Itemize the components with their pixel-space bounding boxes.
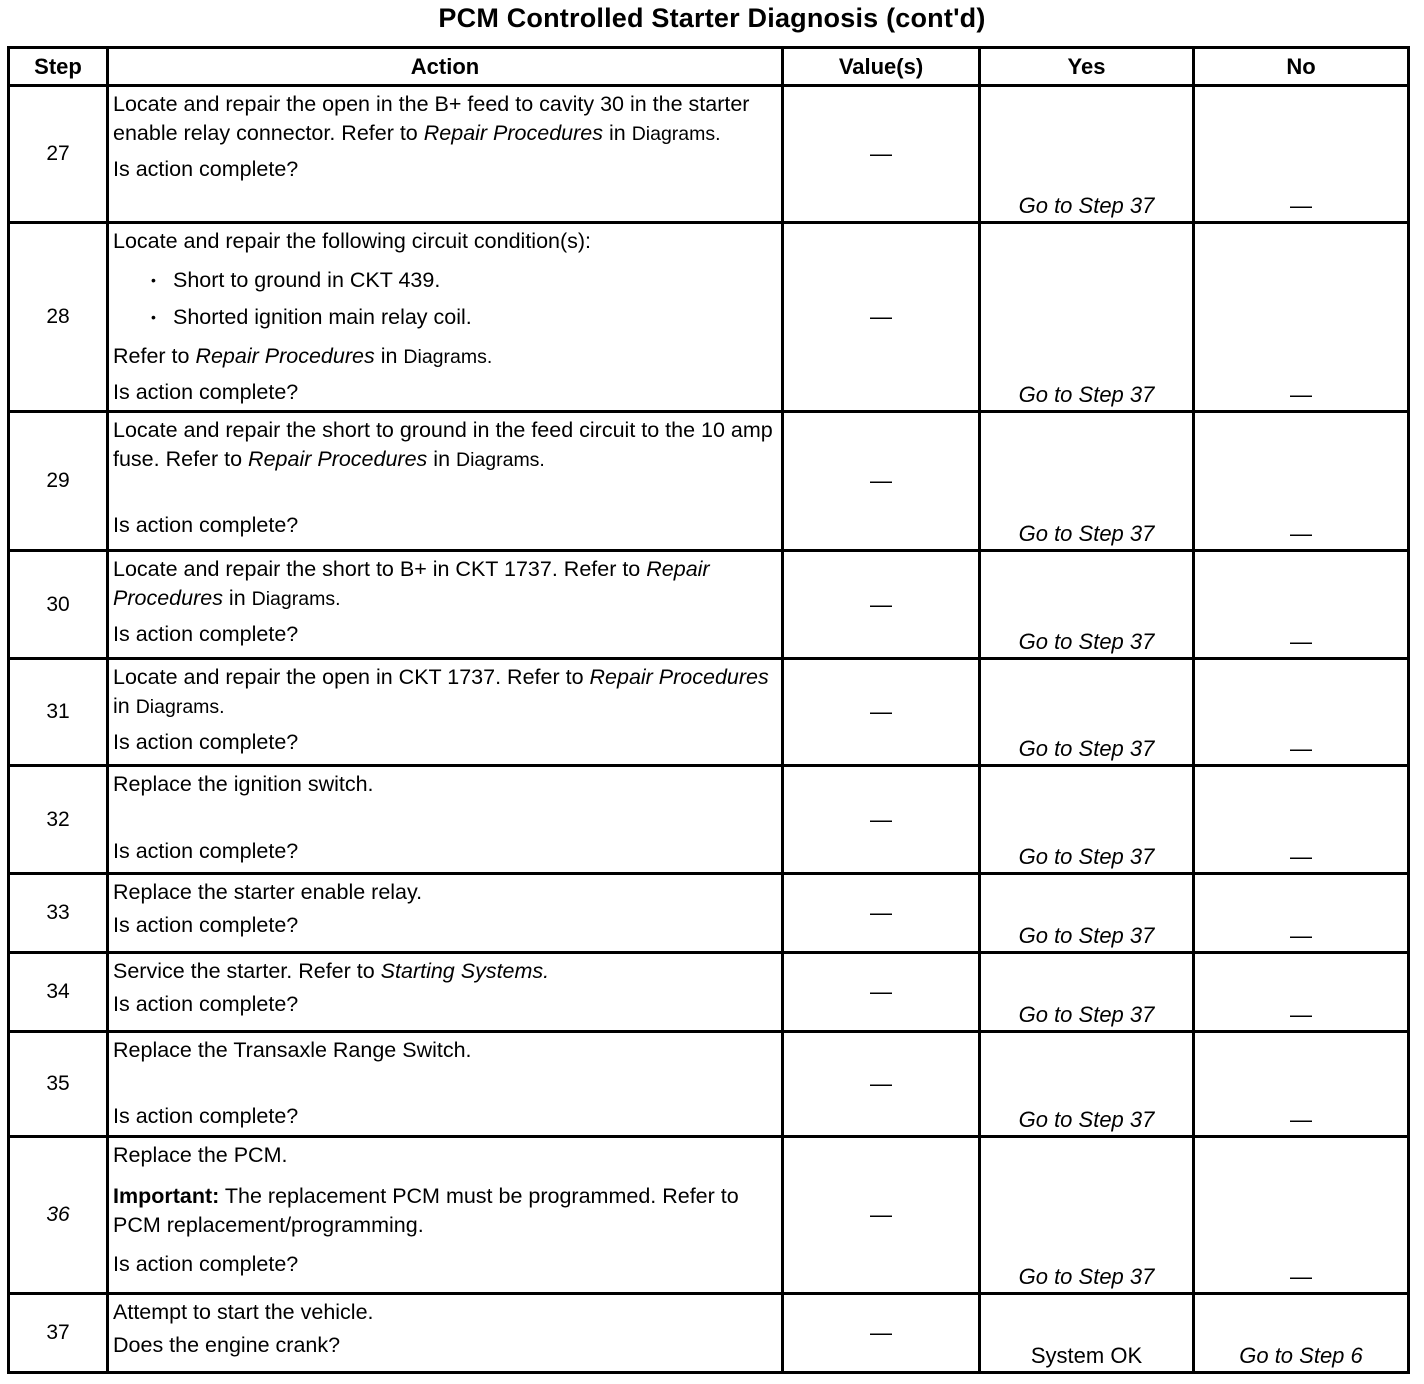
no-cell: — <box>1194 1032 1409 1137</box>
yes-cell: Go to Step 37 <box>980 1032 1194 1137</box>
table-row <box>9 766 1409 874</box>
action-question: Is action complete? <box>113 157 299 181</box>
no-cell: Go to Step 6 <box>1194 1294 1409 1373</box>
action-text: Replace the Transaxle Range Switch. <box>113 1038 472 1062</box>
yes-cell: Go to Step 37 <box>980 659 1194 766</box>
step-number: 37 <box>9 1294 108 1373</box>
action-cell <box>108 953 783 1032</box>
table-row <box>9 223 1409 412</box>
action-question: Is action complete? <box>113 1104 299 1128</box>
action-cell <box>108 659 783 766</box>
action-cell <box>108 874 783 953</box>
action-text: Service the starter. Refer to Starting Systems. <box>113 959 550 983</box>
step-number: 29 <box>9 412 108 551</box>
yes-cell: Go to Step 37 <box>980 86 1194 223</box>
no-cell: — <box>1194 412 1409 551</box>
table-row <box>9 551 1409 659</box>
step-number: 27 <box>9 86 108 223</box>
action-question: Does the engine crank? <box>113 1333 341 1357</box>
table-row <box>9 1137 1409 1294</box>
yes-cell: Go to Step 37 <box>980 1137 1194 1294</box>
action-text: Replace the starter enable relay. <box>113 880 423 904</box>
action-text: Locate and repair the open in CKT 1737. Refer to Repair Procedures in Diagrams. <box>113 665 769 718</box>
value-cell: — <box>783 1137 980 1294</box>
action-cell <box>108 766 783 874</box>
action-question: Is action complete? <box>113 513 299 537</box>
yes-cell: Go to Step 37 <box>980 223 1194 412</box>
step-number: 33 <box>9 874 108 953</box>
action-question: Is action complete? <box>113 839 299 863</box>
step-number: 36 <box>9 1137 108 1294</box>
step-number: 30 <box>9 551 108 659</box>
action-text: Locate and repair the following circuit condition(s): <box>113 229 592 253</box>
yes-cell: Go to Step 37 <box>980 766 1194 874</box>
step-number: 28 <box>9 223 108 412</box>
step-number: 32 <box>9 766 108 874</box>
action-text: Locate and repair the short to B+ in CKT 1737. Refer to Repair Procedures in Diagrams. <box>113 557 710 610</box>
action-text: Attempt to start the vehicle. <box>113 1300 374 1324</box>
action-cell <box>108 223 783 412</box>
action-cell <box>108 551 783 659</box>
list-item: • Short to ground in CKT 439. <box>173 262 775 299</box>
header-values: Value(s) <box>783 48 980 86</box>
header-yes: Yes <box>980 48 1194 86</box>
action-reference: Refer to Repair Procedures in Diagrams. <box>113 344 493 368</box>
action-cell <box>108 1032 783 1137</box>
yes-cell: Go to Step 37 <box>980 551 1194 659</box>
value-cell: — <box>783 551 980 659</box>
value-cell: — <box>783 766 980 874</box>
value-cell: — <box>783 1032 980 1137</box>
action-text: Locate and repair the short to ground in the feed circuit to the 10 amp fuse. Refer to Repair Procedures in Diagrams. <box>113 418 773 471</box>
important-label: Important: <box>113 1184 220 1208</box>
action-cell <box>108 1137 783 1294</box>
table-row <box>9 86 1409 223</box>
diagnosis-table <box>7 46 1410 1374</box>
table-row <box>9 1032 1409 1137</box>
page-title: PCM Controlled Starter Diagnosis (cont'd) <box>438 3 986 33</box>
table-row <box>9 1294 1409 1373</box>
value-cell: — <box>783 412 980 551</box>
condition-list <box>113 262 775 336</box>
table-row <box>9 659 1409 766</box>
action-text: Locate and repair the open in the B+ feed to cavity 30 in the starter enable relay connector. Refer to Repair Procedures in Diagrams. <box>113 92 750 145</box>
step-number: 34 <box>9 953 108 1032</box>
no-cell: — <box>1194 659 1409 766</box>
action-cell <box>108 1294 783 1373</box>
value-cell: — <box>783 874 980 953</box>
action-question: Is action complete? <box>113 1252 299 1276</box>
table-row <box>9 953 1409 1032</box>
action-question: Is action complete? <box>113 622 299 646</box>
value-cell: — <box>783 86 980 223</box>
table-row <box>9 412 1409 551</box>
header-no: No <box>1194 48 1409 86</box>
header-row <box>9 48 1409 86</box>
no-cell: — <box>1194 86 1409 223</box>
value-cell: — <box>783 1294 980 1373</box>
yes-cell: System OK <box>980 1294 1194 1373</box>
action-cell <box>108 412 783 551</box>
action-cell <box>108 86 783 223</box>
no-cell: — <box>1194 223 1409 412</box>
action-text: Replace the ignition switch. <box>113 772 374 796</box>
list-item: • Shorted ignition main relay coil. <box>173 299 775 336</box>
no-cell: — <box>1194 766 1409 874</box>
table-row <box>9 874 1409 953</box>
value-cell: — <box>783 953 980 1032</box>
no-cell: — <box>1194 551 1409 659</box>
step-number: 31 <box>9 659 108 766</box>
action-question: Is action complete? <box>113 913 299 937</box>
yes-cell: Go to Step 37 <box>980 412 1194 551</box>
action-text: Replace the PCM. <box>113 1143 288 1167</box>
header-step: Step <box>9 48 108 86</box>
no-cell: — <box>1194 953 1409 1032</box>
action-question: Is action complete? <box>113 992 299 1016</box>
header-action: Action <box>108 48 783 86</box>
action-question: Is action complete? <box>113 730 299 754</box>
yes-cell: Go to Step 37 <box>980 953 1194 1032</box>
important-note: Important: The replacement PCM must be programmed. Refer to PCM replacement/programming. <box>113 1184 739 1237</box>
no-cell: — <box>1194 874 1409 953</box>
step-number: 35 <box>9 1032 108 1137</box>
yes-cell: Go to Step 37 <box>980 874 1194 953</box>
action-question: Is action complete? <box>113 380 299 404</box>
value-cell: — <box>783 659 980 766</box>
no-cell: — <box>1194 1137 1409 1294</box>
value-cell: — <box>783 223 980 412</box>
